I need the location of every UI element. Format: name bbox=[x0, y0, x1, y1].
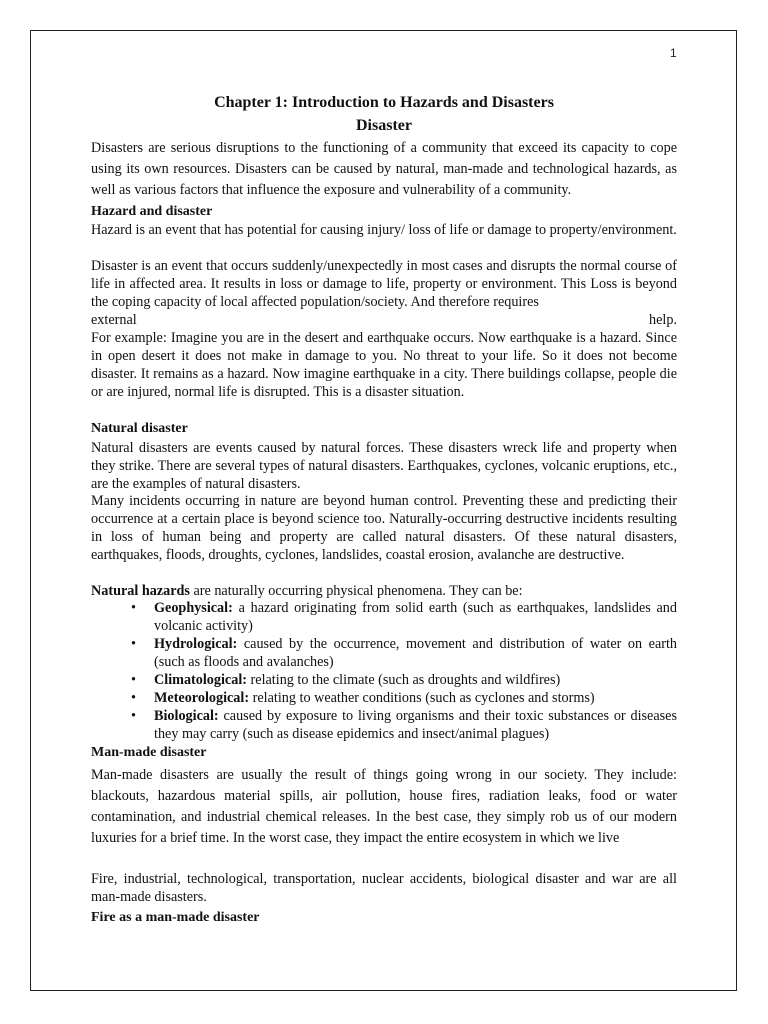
fire-heading: Fire as a man-made disaster bbox=[91, 910, 260, 925]
natural-paragraph-1: Natural disasters are events caused by natural forces. These disasters wreck life and property when they strike. There are several types of natural disasters. Earthquakes, cyclones, volcanic eruptions, etc., are the examples of natural disasters. bbox=[91, 440, 677, 492]
disaster-definition: Disaster is an event that occurs suddenly/unexpectedly in most cases and disrupts the normal course of life in affected area. It results in loss or damage to life, property or environment. This Loss is beyond the coping capacity of local affected population/society. And therefore requires bbox=[91, 258, 677, 310]
list-item: • Geophysical: a hazard originating from solid earth (such as earthquakes, landslides and volcanic activity) bbox=[91, 599, 677, 635]
manmade-disaster-heading: Man-made disaster bbox=[91, 745, 207, 760]
intro-paragraph: Disasters are serious disruptions to the functioning of a community that exceed its capacity to cope using its own resources. Disasters can be caused by natural, man-made and technological hazards, as well as various factors that influence the exposure and vulnerability of a community. bbox=[91, 140, 677, 198]
natural-hazards-term: Natural hazards bbox=[91, 583, 190, 599]
chapter-title: Chapter 1: Introduction to Hazards and Disasters bbox=[214, 94, 554, 111]
natural-hazards-lead bbox=[91, 582, 677, 600]
help-word: help. bbox=[649, 312, 677, 328]
manmade-paragraph-1: Man-made disasters are usually the result of things going wrong in our society. They include: blackouts, hazardous material spills, air pollution, house fires, radiation leaks, food or water contamination, and industrial chemical releases. In the best case, they simply rob us of our modern luxuries for a brief time. In the worst case, they impact the entire ecosystem in which we live bbox=[91, 767, 677, 846]
natural-paragraph-2: Many incidents occurring in nature are beyond human control. Preventing these and predicting their occurrence at a certain place is beyond science too. Naturally-occurring destructive incidents resulting in loss of human being and property are called natural disasters. Of these natural disasters, earthquakes, floods, droughts, cyclones, landslides, coastal erosion, avalanche are destructive. bbox=[91, 493, 677, 563]
hazard-type-list bbox=[91, 599, 677, 743]
list-item: • Biological: caused by exposure to living organisms and their toxic substances or diseases they may carry (such as disease epidemics and insect/animal plagues) bbox=[91, 707, 677, 743]
disaster-definition-last-line bbox=[91, 311, 677, 329]
list-item: • Climatological: relating to the climate (such as droughts and wildfires) bbox=[91, 671, 677, 689]
external-word: external bbox=[91, 312, 137, 328]
list-item: • Hydrological: caused by the occurrence, movement and distribution of water on earth (such as floods and avalanches) bbox=[91, 635, 677, 671]
hazard-definition: Hazard is an event that has potential for causing injury/ loss of life or damage to property/environment. bbox=[91, 222, 677, 238]
section-title: Disaster bbox=[356, 117, 412, 134]
example-paragraph: For example: Imagine you are in the desert and earthquake occurs. Now earthquake is a hazard. Since in open desert it does not make in damage to you. No threat to your life. So it does not become disaster. It remains as a hazard. Now imagine earthquake in a city. There buildings collapse, people die or are injured, normal life is disrupted. This is a disaster situation. bbox=[91, 330, 677, 400]
manmade-paragraph-2: Fire, industrial, technological, transportation, nuclear accidents, biological disaster and war are all man-made disasters. bbox=[91, 871, 677, 905]
hazard-disaster-heading: Hazard and disaster bbox=[91, 204, 213, 219]
natural-disaster-heading: Natural disaster bbox=[91, 421, 188, 436]
page-number: 1 bbox=[670, 46, 677, 60]
natural-hazards-lead-text: are naturally occurring physical phenomena. They can be: bbox=[189, 583, 523, 599]
list-item: • Meteorological: relating to weather conditions (such as cyclones and storms) bbox=[91, 689, 677, 707]
